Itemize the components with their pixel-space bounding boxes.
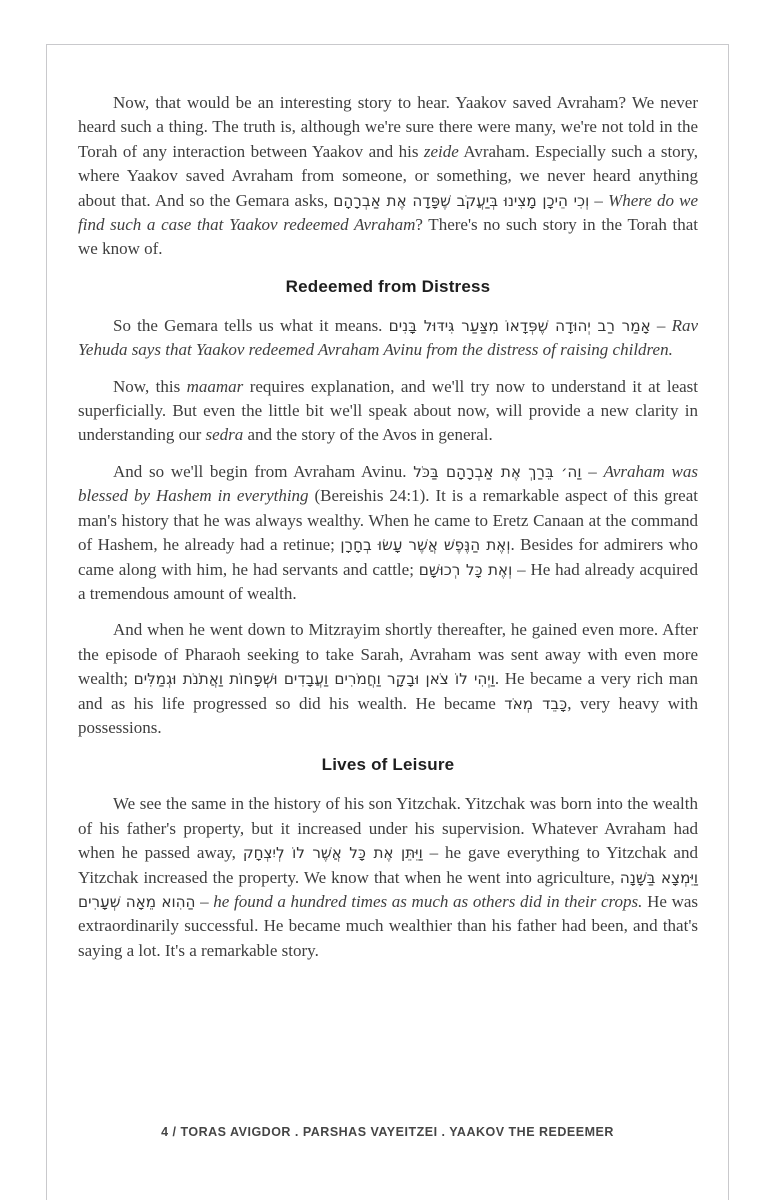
text-run: And so we'll begin from Avraham Avinu. [113, 461, 414, 481]
text-run: . Besides for admirers who came along with him, he had servants and cattle; [78, 535, 698, 579]
text-run: and the story of the Avos in general. [243, 425, 493, 445]
italic-text: Rav Yehuda says that Yaakov redeemed Avraham Avinu from the distress of raising children. [78, 315, 699, 360]
italic-text: Where do we find such a case that Yaakov redeemed Avraham [78, 190, 699, 235]
text-run: Avraham. Especially such a story, where Yaakov saved Avraham from someone, or something, we never heard anything about that. And so the Gemara asks, [78, 141, 698, 210]
hebrew-text: כָּבֵד מְאֹד [504, 694, 568, 713]
text-run: (Bereishis 24:1). It is a remarkable aspect of this great man's history that he was always wealthy. When he came to Eretz Canaan at the command of Hashem, he already had a retinue; [78, 486, 698, 555]
text-run: He was extraordinarily successful. He became much wealthier than his father had been, and that's saying a lot. It's a remarkable story. [78, 891, 699, 960]
hebrew-text: וַיְהִי לוֹ צֹאן וּבָקָר וַחֲמֹרִים וַעֲבָדִים וּשְׁפָחוֹת וַאֲתֹנֹת וּגְמַלִּים [133, 670, 495, 689]
text-column [47, 45, 728, 963]
italic-text: he found a hundred times as much as others did in their crops. [213, 891, 643, 911]
text-run: . He became a very rich man and as his life progressed so did his wealth. He became [78, 669, 698, 713]
body-paragraph [78, 91, 698, 262]
body-paragraph [78, 375, 698, 448]
hebrew-text: וַה׳ בֵּרַךְ אֶת אַבְרָהָם בַּכֹּל [413, 462, 582, 481]
text-run: – [589, 190, 609, 210]
italic-text: Avraham was blessed by Hashem in everything [78, 461, 699, 506]
body-paragraph [78, 460, 698, 606]
document-page [46, 44, 729, 1200]
text-run: And when he went down to Mitzrayim shortly thereafter, he gained even more. After the episode of Pharaoh seeking to take Sarah, Avraham was sent away with even more wealth; [78, 620, 698, 689]
text-run: ? There's no such story in the Torah that we know of. [78, 215, 699, 259]
text-run: – [195, 891, 214, 911]
hebrew-text: וַיִּמְצָא בַּשָּׁנָה הַהִוא מֵאָה שְׁעָרִים [78, 868, 698, 911]
hebrew-text: וַיִּתֵּן אֶת כָּל אֲשֶׁר לוֹ לְיִצְחָק [242, 844, 423, 863]
page-footer: 4 / TORAS AVIGDOR . PARSHAS VAYEITZEI . YAAKOV THE REDEEMER [161, 1125, 614, 1139]
text-run: – He had already acquired a tremendous amount of wealth. [78, 559, 698, 603]
section-heading: Lives of Leisure [321, 755, 455, 775]
hebrew-text: וְאֶת הַנֶּפֶשׁ אֲשֶׁר עָשׂוּ בְחָרָן [340, 536, 511, 555]
text-run: , very heavy with possessions. [78, 693, 698, 737]
text-run: Now, this [113, 376, 187, 396]
text-run: requires explanation, and we'll try now to understand it at least superficially. But even the little bit we'll speak about now, will provide a new clarity in understanding our [78, 376, 699, 445]
text-run: So the Gemara tells us what it means. [113, 315, 389, 335]
italic-text: sedra [205, 425, 244, 445]
section-heading: Redeemed from Distress [285, 276, 491, 296]
text-run: – [650, 315, 672, 335]
hebrew-text: אָמַר רַב יְהוּדָה שֶׁפְּדָאוֹ מִצַּעַר גִּידּוּל בָּנִים [388, 316, 651, 335]
hebrew-text: וְאֶת כָּל רְכוּשָׁם [418, 560, 513, 579]
body-paragraph [78, 314, 698, 363]
text-run: We see the same in the history of his son Yitzchak. Yitzchak was born into the wealth of his father's property, but it increased under his supervision. Whatever Avraham had when he passed away, [78, 794, 698, 863]
text-run: – [581, 461, 604, 481]
body-paragraph [78, 618, 698, 740]
text-run: Now, that would be an interesting story to hear. Yaakov saved Avraham? We never heard such a thing. The truth is, although we're sure there were many, we're not told in the Torah of any interaction between Yaakov and his [78, 93, 698, 161]
italic-text: maamar [186, 376, 244, 396]
italic-text: zeide [423, 141, 459, 161]
hebrew-text: וְכִי הֵיכָן מָצִינוּ בְּיַעֲקֹב שֶׁפָּדָה אֶת אַבְרָהָם [333, 191, 590, 210]
text-run: – he gave everything to Yitzchak and Yitzchak increased the property. We know that when he went into agriculture, [78, 843, 698, 887]
body-paragraph [78, 792, 698, 963]
